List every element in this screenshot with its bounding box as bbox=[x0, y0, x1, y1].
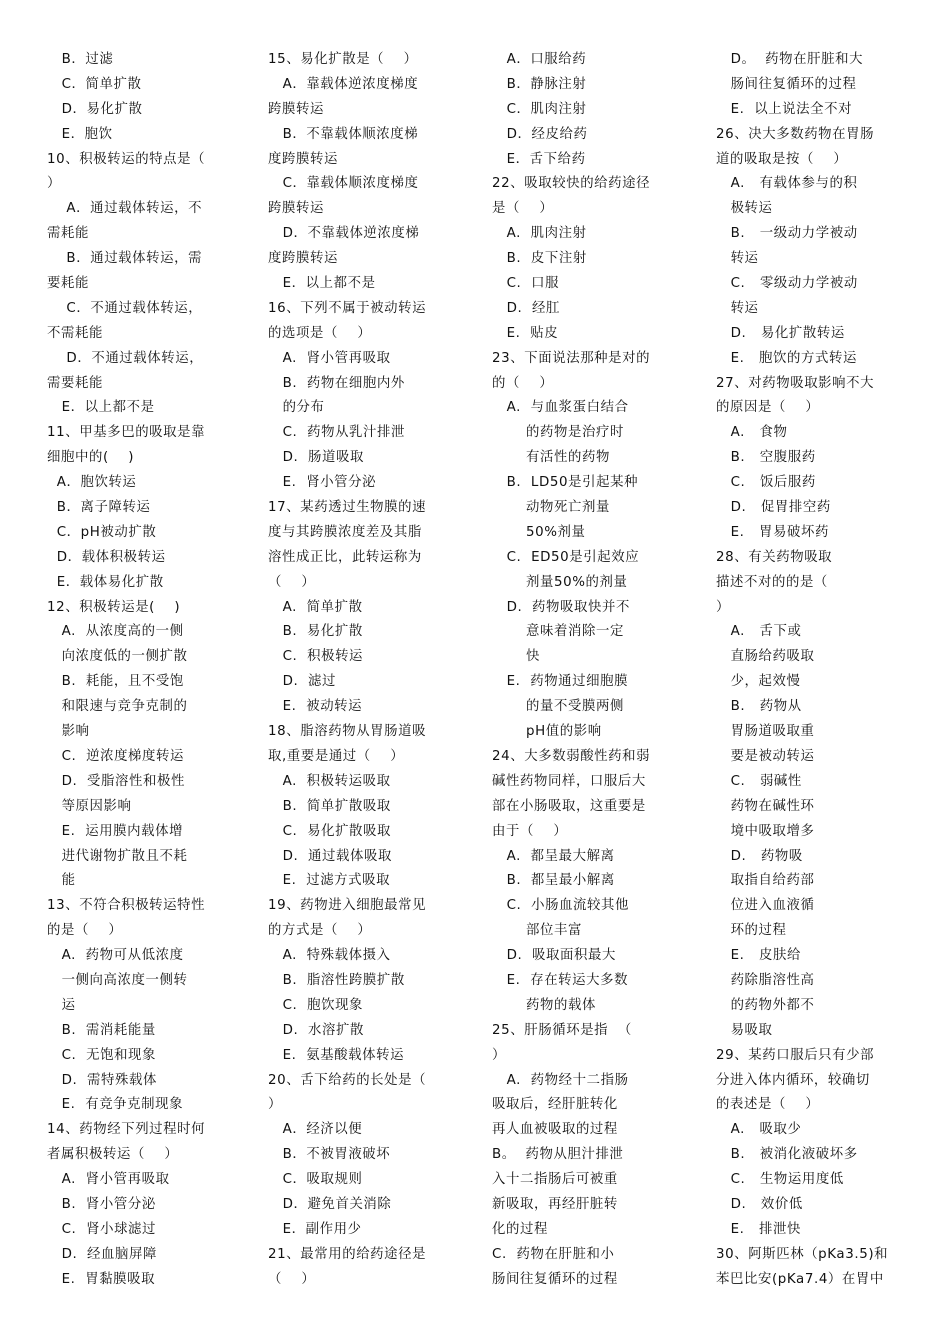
text-line: C．pH被动扩散 bbox=[47, 524, 157, 540]
text-line: B. 皮下注射 bbox=[492, 251, 587, 267]
text-line: 的表述是（ ） bbox=[716, 1097, 820, 1113]
text-line: 的药物是治疗时 bbox=[492, 425, 624, 441]
text-line: C. 生物运用度低 bbox=[716, 1172, 844, 1188]
text-line: 13、不符合积极转运特性 bbox=[47, 898, 206, 914]
text-line: 剂量50%的剂量 bbox=[492, 574, 628, 590]
text-line: 的药物外都不 bbox=[716, 997, 815, 1013]
text-line: D. 促胃排空药 bbox=[716, 500, 831, 516]
text-line: C. 口服 bbox=[492, 276, 560, 292]
text-line: B. 需消耗能量 bbox=[47, 1022, 156, 1038]
text-line: ） bbox=[47, 176, 61, 192]
text-line: B. LD50是引起某种 bbox=[492, 475, 639, 491]
text-line: E. 以上说法全不对 bbox=[716, 101, 853, 117]
text-line: 药除脂溶性高 bbox=[716, 972, 815, 988]
text-line: B. 被消化液破坏多 bbox=[716, 1147, 858, 1163]
text-line: 29、某药口服后只有少部 bbox=[716, 1047, 875, 1063]
text-line: 境中吸取增多 bbox=[716, 823, 815, 839]
text-line: 15、易化扩散是（ ） bbox=[268, 52, 418, 67]
text-line: C. 小肠血流较其他 bbox=[492, 898, 630, 914]
text-line: E. 被动转运 bbox=[268, 699, 363, 715]
text-line: 取指自给药部 bbox=[716, 873, 815, 889]
text-line: （ ） bbox=[268, 1271, 316, 1287]
text-line: E. 有竞争克制现象 bbox=[47, 1097, 184, 1113]
text-line: B．静脉注射 bbox=[492, 76, 587, 92]
text-line: 药物在碱性环 bbox=[716, 798, 815, 814]
text-line: 极转运 bbox=[716, 201, 773, 217]
text-line: ） bbox=[268, 1097, 282, 1113]
text-line: A. 与血浆蛋白结合 bbox=[492, 400, 629, 416]
text-line: 位进入血液循 bbox=[716, 898, 815, 914]
text-line: 一侧向高浓度一侧转 bbox=[47, 972, 188, 988]
text-line: 21、最常用的给药途径是 bbox=[268, 1246, 427, 1262]
text-line: A. 药物经十二指肠 bbox=[492, 1072, 629, 1088]
text-line: 少，起效慢 bbox=[716, 674, 801, 690]
text-line: A. 舌下或 bbox=[716, 624, 802, 640]
text-line: B. 药物在细胞内外 bbox=[268, 375, 405, 391]
text-line: C. 弱碱性 bbox=[716, 773, 802, 789]
text-line: 快 bbox=[492, 649, 540, 665]
text-line: 再人血被吸取的过程 bbox=[492, 1122, 618, 1138]
text-line: 胃肠道吸取重 bbox=[716, 724, 815, 740]
text-line: D. 通过载体吸取 bbox=[268, 848, 392, 864]
text-line: D. 滤过 bbox=[268, 674, 337, 690]
text-line: E．舌下给药 bbox=[492, 151, 586, 167]
text-line: A. 特殊载体摄入 bbox=[268, 948, 391, 964]
text-line: D. 需特殊载体 bbox=[47, 1072, 158, 1088]
text-line: 碱性药物同样，口服后大 bbox=[492, 773, 646, 789]
text-line: 20、舌下给药的长处是（ bbox=[268, 1072, 427, 1088]
text-line: A．靠载体逆浓度梯度 bbox=[268, 76, 419, 92]
text-line: E. 排泄快 bbox=[716, 1221, 802, 1237]
text-line: 转运 bbox=[716, 251, 759, 267]
text-line: 吸取后，经肝脏转化 bbox=[492, 1097, 618, 1113]
text-line: A. 肾小管再吸取 bbox=[47, 1172, 170, 1188]
text-line: D. 水溶扩散 bbox=[268, 1022, 365, 1038]
text-line: A. 简单扩散 bbox=[268, 599, 363, 615]
text-line: B．不被胃液破坏 bbox=[268, 1147, 391, 1163]
text-line: 新吸取，再经肝脏转 bbox=[492, 1196, 618, 1212]
text-line: 环的过程 bbox=[716, 923, 787, 939]
text-line: A. 都呈最大解离 bbox=[492, 848, 615, 864]
text-line: 要耗能 bbox=[47, 276, 89, 292]
text-line: A．经济以便 bbox=[268, 1122, 363, 1138]
text-line: 溶性成正比，此转运称为 bbox=[268, 549, 422, 565]
text-line: E. 皮肤给 bbox=[716, 948, 802, 964]
text-line: B. 耗能，且不受饱 bbox=[47, 674, 184, 690]
text-line: 14、药物经下列过程时何 bbox=[47, 1122, 206, 1138]
text-line: E. 药物通过细胞膜 bbox=[492, 674, 629, 690]
text-line: 度与其跨膜浓度差及其脂 bbox=[268, 524, 422, 540]
text-line: 30、阿斯匹林（pKa3.5)和 bbox=[716, 1246, 889, 1262]
text-line: 运 bbox=[47, 997, 76, 1013]
text-line: 描述不对的的是（ bbox=[716, 574, 828, 590]
text-line: E. 氨基酸载体转运 bbox=[268, 1047, 405, 1063]
text-line: A. 吸取少 bbox=[716, 1122, 802, 1138]
text-line: B. 肾小管分泌 bbox=[47, 1196, 156, 1212]
text-line: B. 药物从 bbox=[716, 699, 802, 715]
text-line: C. 药物在肝脏和小 bbox=[492, 1246, 615, 1262]
text-line: A．口服给药 bbox=[492, 52, 587, 67]
text-line: A. 从浓度高的一侧 bbox=[47, 624, 184, 640]
text-line: 直肠给药吸取 bbox=[716, 649, 815, 665]
text-line: A. 药物可从低浓度 bbox=[47, 948, 184, 964]
text-line: E. 过滤方式吸取 bbox=[268, 873, 391, 889]
text-line: 需耗能 bbox=[47, 226, 89, 242]
text-line: 22、吸取较快的给药途径 bbox=[492, 176, 651, 192]
text-line: 度跨膜转运 bbox=[268, 151, 338, 167]
text-line: 者属积极转运（ ） bbox=[47, 1147, 179, 1163]
text-line: A. 积极转运吸取 bbox=[268, 773, 391, 789]
text-column-4 bbox=[716, 48, 912, 1293]
text-line: 需要耗能 bbox=[47, 375, 103, 391]
text-line: B．不靠载体顺浓度梯 bbox=[268, 126, 419, 142]
text-line: D．不靠载体逆浓度梯 bbox=[268, 226, 420, 242]
text-line: B. 空腹服药 bbox=[716, 450, 816, 466]
text-line: 分进入体内循环，较确切 bbox=[716, 1072, 870, 1088]
text-line: 入十二指肠后可被重 bbox=[492, 1172, 618, 1188]
text-line: 部在小肠吸取，这重要是 bbox=[492, 798, 646, 814]
text-line: B．通过载体转运，需 bbox=[47, 251, 203, 267]
text-line: 的是（ ） bbox=[47, 923, 123, 939]
text-line: C．简单扩散 bbox=[47, 76, 142, 92]
text-line: B．过滤 bbox=[47, 52, 114, 67]
text-line: 要是被动转运 bbox=[716, 748, 815, 764]
text-line: 跨膜转运 bbox=[268, 101, 324, 117]
text-line: 是（ ） bbox=[492, 201, 554, 217]
text-line: E. 胃易破坏药 bbox=[716, 524, 830, 540]
text-line: 细胞中的( ) bbox=[47, 450, 135, 466]
text-line: E. 运用膜内载体增 bbox=[47, 823, 184, 839]
text-line: D. 效价低 bbox=[716, 1196, 803, 1212]
text-line: 12、积极转运是( ) bbox=[47, 599, 181, 615]
text-line: 苯巴比安(pKa7.4）在胃中 bbox=[716, 1271, 884, 1287]
text-line: 和限速与竞争克制的 bbox=[47, 699, 188, 715]
text-line: B. 简单扩散吸取 bbox=[268, 798, 391, 814]
text-line: 的量不受膜两侧 bbox=[492, 699, 624, 715]
text-column-1 bbox=[47, 48, 243, 1293]
text-line: C. 胞饮现象 bbox=[268, 997, 364, 1013]
text-line: C. 无饱和现象 bbox=[47, 1047, 157, 1063]
text-line: 的（ ） bbox=[492, 375, 554, 391]
text-line: 18、脂溶药物从胃肠道吸 bbox=[268, 724, 427, 740]
text-line: 不需耗能 bbox=[47, 325, 103, 341]
text-line: B。 药物从胆汁排泄 bbox=[492, 1147, 624, 1163]
text-line: 28、有关药物吸取 bbox=[716, 549, 833, 565]
text-line: E. 胃黏膜吸取 bbox=[47, 1271, 156, 1287]
text-line: 17、某药透过生物膜的速 bbox=[268, 500, 427, 516]
text-line: E. 存在转运大多数 bbox=[492, 972, 629, 988]
text-line: D．载体积极转运 bbox=[47, 549, 166, 565]
text-line: D. 经血脑屏障 bbox=[47, 1246, 158, 1262]
text-column-2 bbox=[268, 48, 464, 1293]
text-line: 有活性的药物 bbox=[492, 450, 610, 466]
text-line: 道的吸取是按（ ） bbox=[716, 151, 848, 167]
text-line: A．通过载体转运，不 bbox=[47, 201, 203, 217]
text-line: 11、甲基多巴的吸取是靠 bbox=[47, 425, 206, 441]
text-line: 跨膜转运 bbox=[268, 201, 324, 217]
text-column-3 bbox=[492, 48, 690, 1293]
text-line: 26、决大多数药物在胃肠 bbox=[716, 126, 875, 142]
text-line: 进代谢物扩散且不耗 bbox=[47, 848, 188, 864]
text-line: 动物死亡剂量 bbox=[492, 500, 610, 516]
text-line: 意味着消除一定 bbox=[492, 624, 624, 640]
text-line: 25、肝肠循环是指 （ bbox=[492, 1022, 632, 1038]
text-line: C．不通过载体转运， bbox=[47, 300, 203, 316]
text-line: D. 肠道吸取 bbox=[268, 450, 365, 466]
text-line: E．以上都不是 bbox=[47, 400, 155, 416]
text-line: D. 药物吸取快并不 bbox=[492, 599, 630, 615]
text-line: D. 吸取面积最大 bbox=[492, 948, 616, 964]
text-line: 肠间往复循环的过程 bbox=[492, 1271, 618, 1287]
text-line: C. ED50是引起效应 bbox=[492, 549, 640, 565]
text-line: 10、积极转运的特点是（ bbox=[47, 151, 206, 167]
text-line: C. 零级动力学被动 bbox=[716, 276, 858, 292]
text-line: A. 有载体参与的积 bbox=[716, 176, 858, 192]
text-line: C．肌肉注射 bbox=[492, 101, 587, 117]
text-line: D. 易化扩散转运 bbox=[716, 325, 845, 341]
text-line: E．以上都不是 bbox=[268, 276, 376, 292]
text-line: 24、大多数弱酸性药和弱 bbox=[492, 748, 651, 764]
text-line: 影响 bbox=[47, 724, 90, 740]
text-line: 等原因影响 bbox=[47, 798, 132, 814]
text-line: C. 积极转运 bbox=[268, 649, 364, 665]
text-line: B．离子障转运 bbox=[47, 500, 151, 516]
text-line: 由于（ ） bbox=[492, 823, 568, 839]
text-line: ） bbox=[492, 1047, 506, 1063]
text-line: 取,重要是通过（ ） bbox=[268, 748, 405, 764]
text-line: D. 经肛 bbox=[492, 300, 561, 316]
text-line: 的方式是（ ） bbox=[268, 923, 372, 939]
text-line: C. 饭后服药 bbox=[716, 475, 816, 491]
text-line: E. 肾小管分泌 bbox=[268, 475, 377, 491]
text-line: C. 肾小球滤过 bbox=[47, 1221, 157, 1237]
text-line: B. 都呈最小解离 bbox=[492, 873, 615, 889]
text-line: C．靠载体顺浓度梯度 bbox=[268, 176, 419, 192]
text-line: 19、药物进入细胞最常见 bbox=[268, 898, 427, 914]
text-line: E．载体易化扩散 bbox=[47, 574, 164, 590]
text-line: A. 肌肉注射 bbox=[492, 226, 587, 242]
text-line: C. 药物从乳汁排泄 bbox=[268, 425, 406, 441]
text-line: D。 药物在肝脏和大 bbox=[716, 52, 864, 67]
text-line: 药物的载体 bbox=[492, 997, 596, 1013]
text-line: 16、下列不属于被动转运 bbox=[268, 300, 427, 316]
text-line: 度跨膜转运 bbox=[268, 251, 338, 267]
text-line: C．吸取规则 bbox=[268, 1172, 363, 1188]
text-line: A. 食物 bbox=[716, 425, 788, 441]
text-line: C. 逆浓度梯度转运 bbox=[47, 748, 185, 764]
text-line: 的选项是（ ） bbox=[268, 325, 372, 341]
text-line: 23、下面说法那种是对的 bbox=[492, 350, 651, 366]
text-line: 易吸取 bbox=[716, 1022, 773, 1038]
text-line: （ ） bbox=[268, 574, 316, 590]
text-line: 化的过程 bbox=[492, 1221, 548, 1237]
text-line: E. 贴皮 bbox=[492, 325, 559, 341]
text-line: D．不通过载体转运， bbox=[47, 350, 204, 366]
text-line: 肠间往复循环的过程 bbox=[716, 76, 857, 92]
text-line: 的原因是（ ） bbox=[716, 400, 820, 416]
text-line: C. 易化扩散吸取 bbox=[268, 823, 392, 839]
text-line: D．经皮给药 bbox=[492, 126, 588, 142]
text-line: 27、对药物吸取影响不大 bbox=[716, 375, 875, 391]
text-line: 能 bbox=[47, 873, 76, 889]
text-line: D．避免首关消除 bbox=[268, 1196, 392, 1212]
text-line: pH值的影响 bbox=[492, 724, 602, 740]
text-line: 50%剂量 bbox=[492, 524, 586, 540]
text-line: E. 胞饮的方式转运 bbox=[716, 350, 857, 366]
text-line: 部位丰富 bbox=[492, 923, 582, 939]
text-line: 的分布 bbox=[268, 400, 325, 416]
text-line: A. 肾小管再吸取 bbox=[268, 350, 391, 366]
text-line: ） bbox=[716, 599, 730, 615]
text-line: E．副作用少 bbox=[268, 1221, 362, 1237]
text-line: A．胞饮转运 bbox=[47, 475, 137, 491]
text-line: E．胞饮 bbox=[47, 126, 113, 142]
text-line: B. 一级动力学被动 bbox=[716, 226, 858, 242]
text-line: D. 受脂溶性和极性 bbox=[47, 773, 185, 789]
text-line: B. 易化扩散 bbox=[268, 624, 363, 640]
text-line: 转运 bbox=[716, 300, 759, 316]
text-line: 向浓度低的一侧扩散 bbox=[47, 649, 188, 665]
text-line: D．易化扩散 bbox=[47, 101, 143, 117]
text-line: B. 脂溶性跨膜扩散 bbox=[268, 972, 405, 988]
text-line: D. 药物吸 bbox=[716, 848, 803, 864]
